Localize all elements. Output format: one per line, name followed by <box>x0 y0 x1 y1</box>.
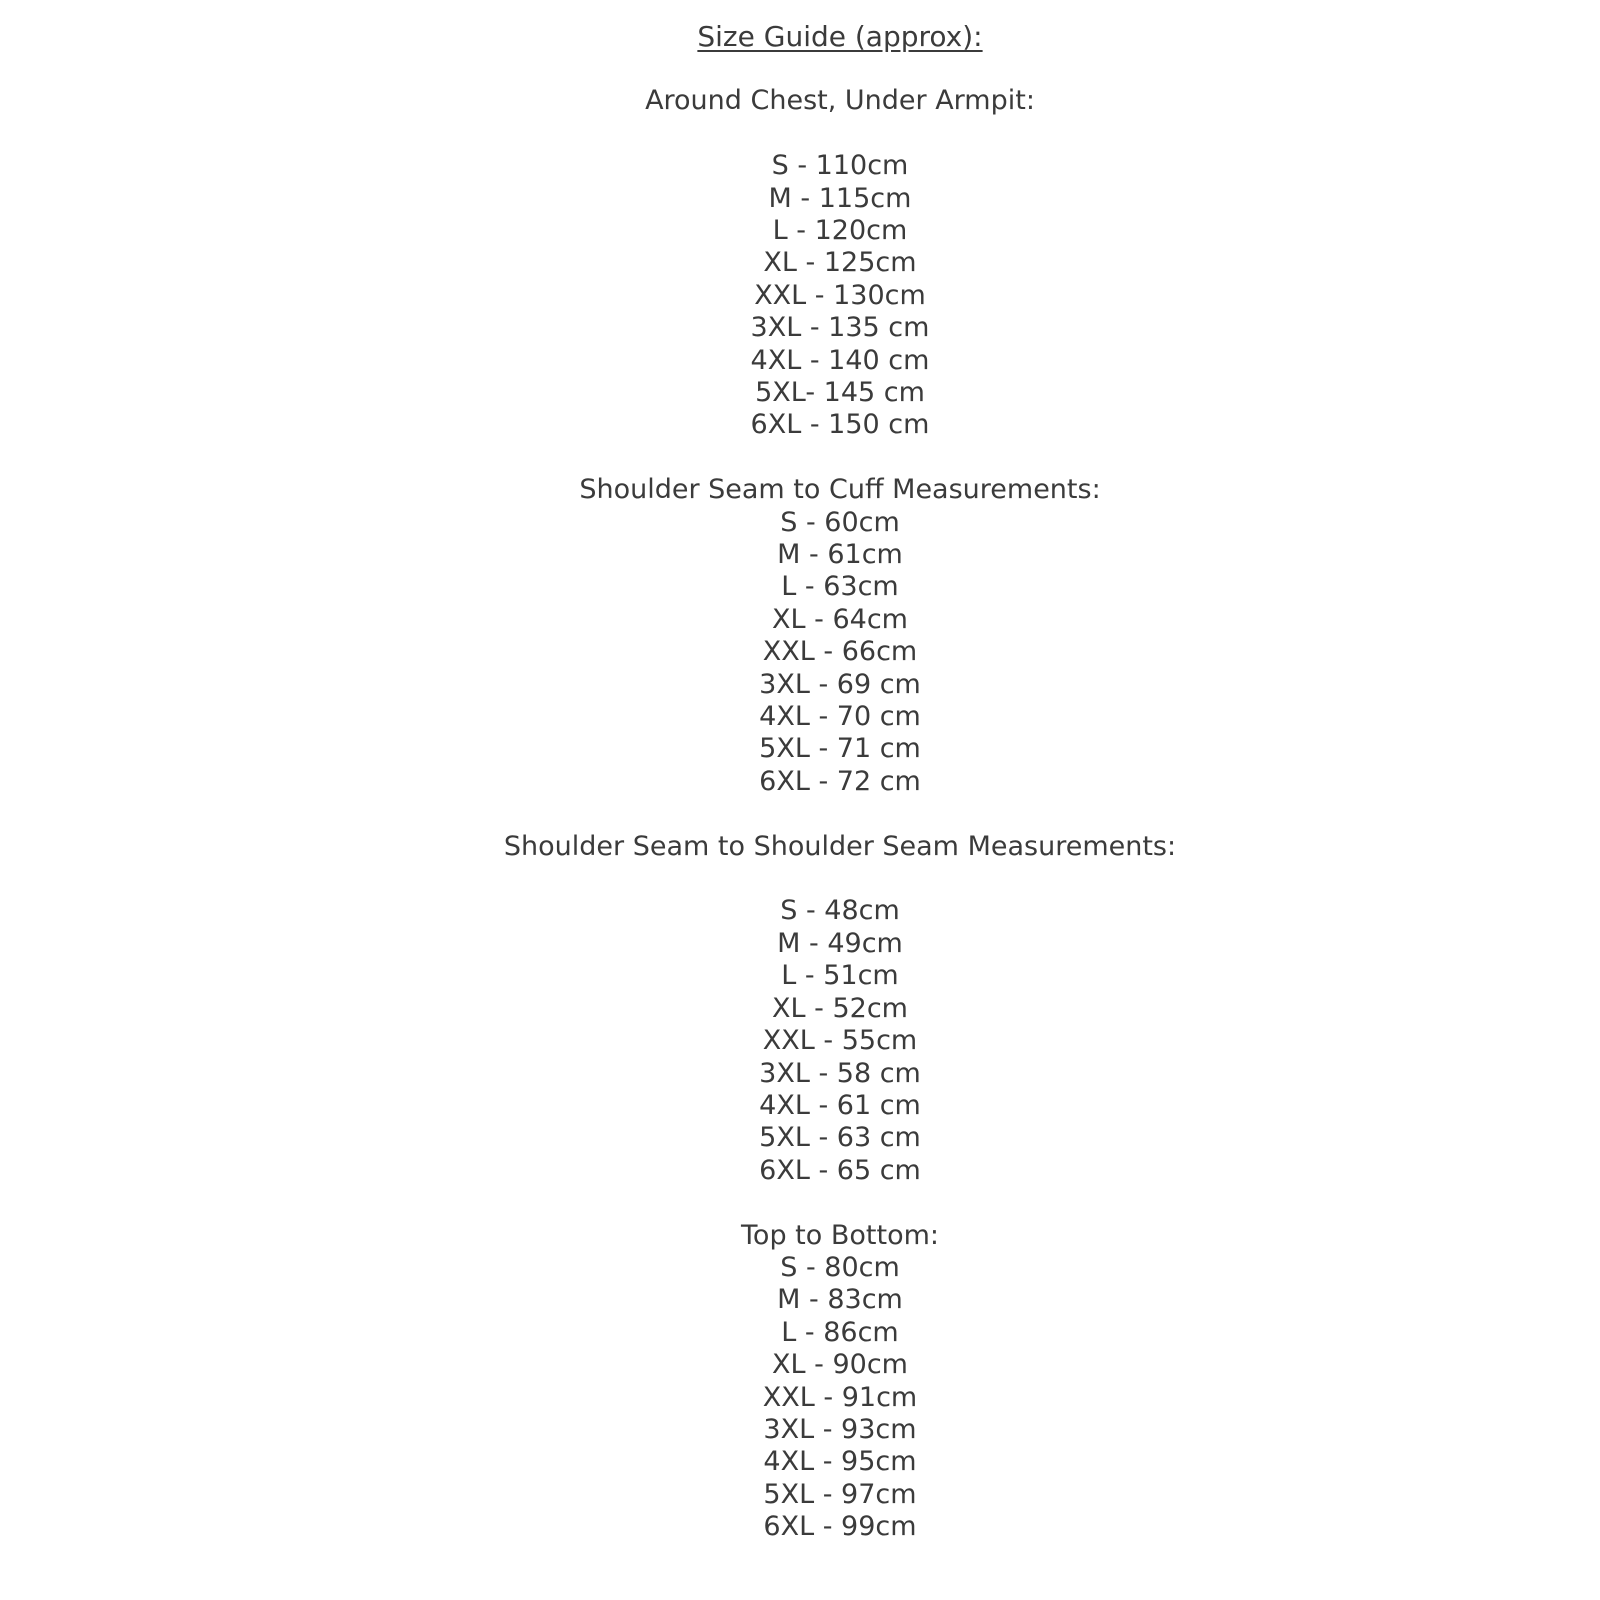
size-row: 5XL - 63 cm <box>759 1122 921 1154</box>
size-guide-title: Size Guide (approx): <box>697 20 983 53</box>
size-row: L - 120cm <box>772 215 908 246</box>
size-row: M - 49cm <box>777 927 903 959</box>
size-row: 5XL - 97cm <box>763 1478 917 1510</box>
size-row: XL - 64cm <box>772 603 908 635</box>
size-row: 3XL - 58 cm <box>759 1057 921 1089</box>
size-row: XL - 52cm <box>772 992 908 1024</box>
section-heading-chest: Around Chest, Under Armpit: <box>645 85 1035 117</box>
size-row: S - 110cm <box>771 150 909 182</box>
size-row: XL - 125cm <box>763 247 917 279</box>
size-row: S - 60cm <box>780 506 900 538</box>
size-row: 4XL - 61 cm <box>759 1089 921 1121</box>
size-row: 5XL- 145 cm <box>755 377 925 409</box>
size-row: 6XL - 150 cm <box>750 409 930 441</box>
size-row: S - 80cm <box>780 1251 900 1283</box>
size-row: XXL - 66cm <box>762 636 918 668</box>
size-row: 4XL - 70 cm <box>759 701 921 733</box>
size-row: L - 86cm <box>781 1316 899 1348</box>
size-row: 6XL - 65 cm <box>759 1154 921 1186</box>
size-row: L - 63cm <box>781 571 899 603</box>
size-row: S - 48cm <box>780 895 900 927</box>
size-row: 6XL - 72 cm <box>759 765 921 797</box>
section-heading-length: Top to Bottom: <box>741 1219 939 1251</box>
size-row: 4XL - 95cm <box>763 1446 917 1478</box>
size-row: M - 83cm <box>777 1284 903 1316</box>
section-heading-cuff: Shoulder Seam to Cuff Measurements: <box>579 474 1101 506</box>
size-row: XXL - 130cm <box>754 279 926 311</box>
size-row: M - 61cm <box>777 539 903 571</box>
size-row: XL - 90cm <box>772 1349 908 1381</box>
size-row: 3XL - 69 cm <box>759 668 921 700</box>
size-row: 6XL - 99cm <box>763 1511 917 1543</box>
size-row: XXL - 55cm <box>762 1025 918 1057</box>
size-row: XXL - 91cm <box>762 1381 918 1413</box>
size-row: 3XL - 135 cm <box>750 312 930 344</box>
size-row: L - 51cm <box>781 960 899 992</box>
size-row: 5XL - 71 cm <box>759 733 921 765</box>
section-heading-shoulder: Shoulder Seam to Shoulder Seam Measurements: <box>503 830 1177 862</box>
size-row: M - 115cm <box>768 182 912 214</box>
size-row: 4XL - 140 cm <box>750 344 930 376</box>
size-row: 3XL - 93cm <box>763 1413 917 1445</box>
